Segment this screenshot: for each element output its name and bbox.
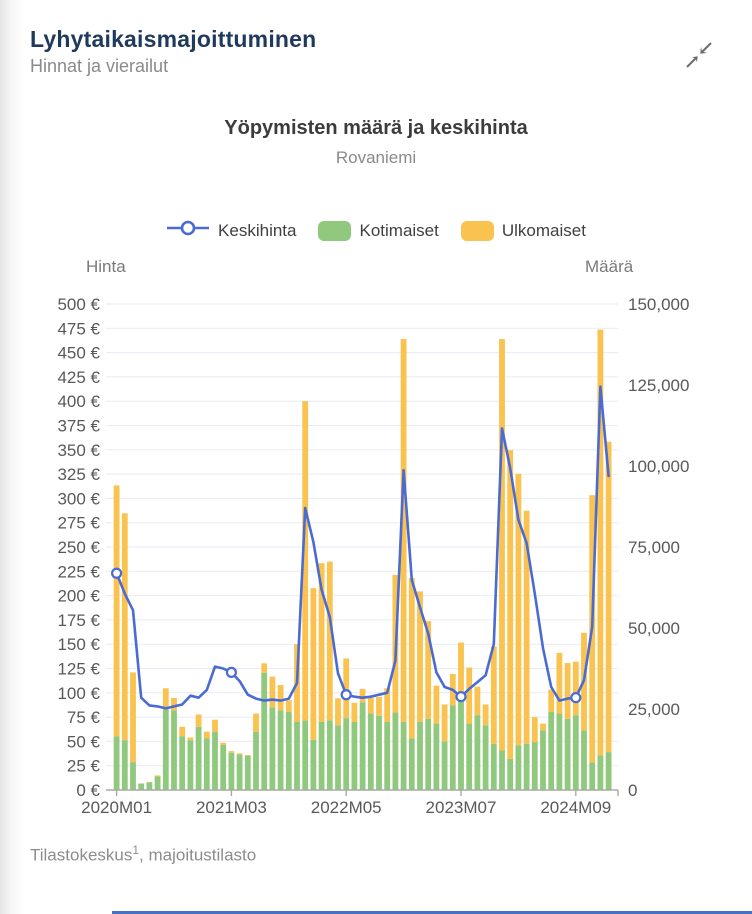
svg-text:250 €: 250 €: [57, 538, 100, 557]
bar-domestic: [204, 738, 210, 790]
bar-foreign: [499, 339, 505, 750]
bar-domestic: [114, 737, 120, 790]
bar-foreign: [122, 513, 128, 740]
bar-foreign: [163, 688, 169, 709]
bar-domestic: [425, 719, 431, 790]
svg-text:100,000: 100,000: [628, 457, 690, 476]
svg-text:150 €: 150 €: [57, 635, 100, 655]
bar-foreign: [548, 690, 554, 712]
bar-domestic: [401, 722, 407, 790]
legend-item-keskihinta[interactable]: [166, 218, 296, 243]
bar-domestic: [352, 722, 358, 790]
bar-domestic: [466, 724, 472, 790]
collapse-arrows-icon: [684, 58, 714, 73]
bar-domestic: [130, 762, 136, 790]
bar-foreign: [237, 753, 243, 754]
price-line-marker: [571, 693, 580, 702]
svg-text:0: 0: [628, 781, 638, 800]
bar-domestic: [540, 730, 546, 790]
bar-domestic: [188, 740, 194, 790]
bar-domestic: [442, 741, 448, 790]
bar-domestic: [229, 753, 235, 790]
bar-domestic: [450, 705, 456, 790]
bar-domestic: [393, 713, 399, 790]
bar-foreign: [483, 704, 489, 725]
svg-text:2023M07: 2023M07: [425, 798, 497, 817]
svg-text:400 €: 400 €: [57, 392, 100, 412]
bar-domestic: [327, 720, 333, 790]
svg-text:25,000: 25,000: [628, 700, 680, 719]
svg-text:2020M01: 2020M01: [81, 798, 153, 817]
bar-foreign: [220, 743, 226, 745]
svg-text:375 €: 375 €: [57, 416, 100, 436]
svg-text:425 €: 425 €: [57, 367, 100, 387]
bar-domestic: [598, 755, 604, 790]
right-axis-caption: Määrä: [585, 257, 634, 276]
bar-foreign: [409, 578, 415, 738]
bar-foreign: [253, 714, 259, 732]
visual-subtitle: Hinnat ja vierailut: [30, 56, 169, 76]
bar-foreign: [327, 562, 333, 721]
bar-domestic: [302, 720, 308, 790]
bar-domestic: [606, 752, 612, 790]
bar-foreign: [286, 700, 292, 712]
svg-text:300 €: 300 €: [57, 489, 100, 509]
svg-text:2024M09: 2024M09: [540, 798, 612, 817]
bar-domestic: [589, 762, 595, 790]
bar-foreign: [475, 687, 481, 716]
chart-title: Yöpymisten määrä ja keskihinta: [224, 117, 528, 139]
bar-domestic: [565, 719, 571, 790]
bar-foreign: [573, 662, 579, 715]
bar-domestic: [122, 740, 128, 790]
bar-foreign: [606, 442, 612, 752]
bar-domestic: [155, 776, 161, 790]
bar-domestic: [475, 715, 481, 790]
bar-domestic: [417, 722, 423, 790]
bar-domestic: [196, 727, 202, 790]
svg-text:450 €: 450 €: [57, 343, 100, 363]
bar-domestic: [368, 714, 374, 790]
bar-domestic: [516, 745, 522, 790]
price-line-marker: [457, 692, 466, 701]
bar-foreign: [179, 727, 185, 736]
chart-legend: [0, 218, 752, 243]
bar-domestic: [376, 716, 382, 790]
bar-foreign: [360, 689, 366, 702]
bar-domestic: [483, 725, 489, 790]
bar-domestic: [237, 754, 243, 790]
svg-text:75,000: 75,000: [628, 538, 680, 557]
svg-text:125 €: 125 €: [57, 659, 100, 679]
svg-text:2022M05: 2022M05: [310, 798, 382, 817]
bar-foreign: [114, 485, 120, 736]
bar-domestic: [524, 744, 530, 790]
svg-text:325 €: 325 €: [57, 465, 100, 485]
bar-domestic: [434, 724, 440, 790]
legend-item-kotimaiset[interactable]: [318, 221, 438, 241]
bar-foreign: [376, 697, 382, 716]
bar-foreign: [204, 732, 210, 739]
svg-text:175 €: 175 €: [57, 610, 100, 630]
legend-label: Kotimaiset: [359, 220, 439, 240]
bar-foreign: [335, 698, 341, 725]
bar-foreign: [155, 775, 161, 776]
bar-domestic: [147, 782, 153, 790]
bar-foreign: [540, 724, 546, 731]
bar-domestic: [548, 712, 554, 790]
bar-domestic: [253, 732, 259, 790]
bar-domestic: [179, 736, 185, 790]
svg-text:350 €: 350 €: [57, 440, 100, 460]
bar-foreign: [532, 717, 538, 742]
bar-domestic: [245, 756, 251, 790]
footnote-superscript: 1: [132, 843, 140, 857]
svg-text:475 €: 475 €: [57, 319, 100, 339]
bar-foreign: [434, 686, 440, 724]
bar-domestic: [261, 673, 267, 790]
bar-domestic: [557, 714, 563, 790]
bar-foreign: [245, 755, 251, 756]
bar-domestic: [212, 732, 218, 790]
bar-domestic: [491, 744, 497, 790]
bar-domestic: [499, 750, 505, 790]
price-line-marker: [227, 668, 236, 677]
bar-domestic: [138, 784, 144, 790]
svg-text:225 €: 225 €: [57, 562, 100, 582]
bar-foreign: [442, 704, 448, 741]
bar-domestic: [163, 709, 169, 790]
svg-text:150,000: 150,000: [628, 295, 690, 314]
bar-foreign: [229, 751, 235, 753]
bar-domestic: [343, 718, 349, 790]
chart-canvas[interactable]: [0, 270, 752, 830]
price-line-marker: [112, 569, 121, 578]
bar-foreign: [130, 672, 136, 762]
bar-foreign: [368, 698, 374, 714]
bar-domestic: [311, 740, 317, 790]
bar-domestic: [171, 710, 177, 790]
bar-domestic: [532, 742, 538, 790]
bar-domestic: [294, 722, 300, 790]
legend-label: Ulkomaiset: [501, 220, 586, 240]
bar-foreign: [352, 703, 358, 722]
bar-foreign: [311, 588, 317, 740]
svg-text:50 €: 50 €: [66, 732, 100, 752]
bar-foreign: [261, 663, 267, 672]
domestic-swatch-icon: [318, 221, 351, 241]
bar-foreign: [565, 663, 571, 719]
bar-foreign: [270, 677, 276, 708]
bar-domestic: [270, 707, 276, 790]
collapse-expand-button[interactable]: [684, 40, 714, 70]
svg-text:2021M03: 2021M03: [195, 798, 267, 817]
bar-foreign: [466, 668, 472, 724]
svg-text:125,000: 125,000: [628, 376, 690, 395]
bar-domestic: [384, 722, 390, 790]
svg-text:275 €: 275 €: [57, 513, 100, 533]
bar-domestic: [507, 759, 513, 790]
price-line-marker: [342, 690, 351, 699]
visual-title: Lyhytaikaismajoittuminen: [30, 26, 317, 52]
bar-domestic: [360, 702, 366, 790]
bar-domestic: [286, 712, 292, 790]
svg-text:75 €: 75 €: [66, 708, 100, 728]
bar-foreign: [278, 685, 284, 710]
svg-text:25 €: 25 €: [66, 756, 100, 776]
bar-domestic: [319, 722, 325, 790]
svg-text:500 €: 500 €: [57, 295, 100, 314]
bar-domestic: [335, 725, 341, 790]
svg-text:200 €: 200 €: [57, 586, 100, 606]
bar-foreign: [212, 720, 218, 732]
chart-subtitle: Rovaniemi: [335, 148, 417, 167]
bar-domestic: [409, 738, 415, 790]
bar-domestic: [458, 702, 464, 790]
visual-header: [30, 26, 316, 77]
legend-label: Keskihinta: [218, 220, 297, 240]
bar-foreign: [188, 738, 194, 741]
bar-domestic: [220, 745, 226, 790]
bar-foreign: [491, 646, 497, 743]
bar-domestic: [581, 730, 587, 790]
svg-text:100 €: 100 €: [57, 683, 100, 703]
source-text: Tilastokeskus$^1$, majoitustilasto: [30, 843, 257, 865]
bar-foreign: [557, 653, 563, 714]
bar-domestic: [278, 710, 284, 790]
left-axis-caption: Hinta: [86, 257, 126, 276]
legend-item-ulkomaiset[interactable]: [461, 221, 586, 241]
bar-foreign: [507, 450, 513, 759]
bar-domestic: [573, 715, 579, 790]
line-marker-icon: [166, 218, 210, 243]
bar-foreign: [171, 698, 177, 710]
bar-foreign: [196, 715, 202, 727]
svg-text:0 €: 0 €: [76, 781, 100, 800]
foreign-swatch-icon: [461, 221, 494, 241]
svg-text:50,000: 50,000: [628, 619, 680, 638]
